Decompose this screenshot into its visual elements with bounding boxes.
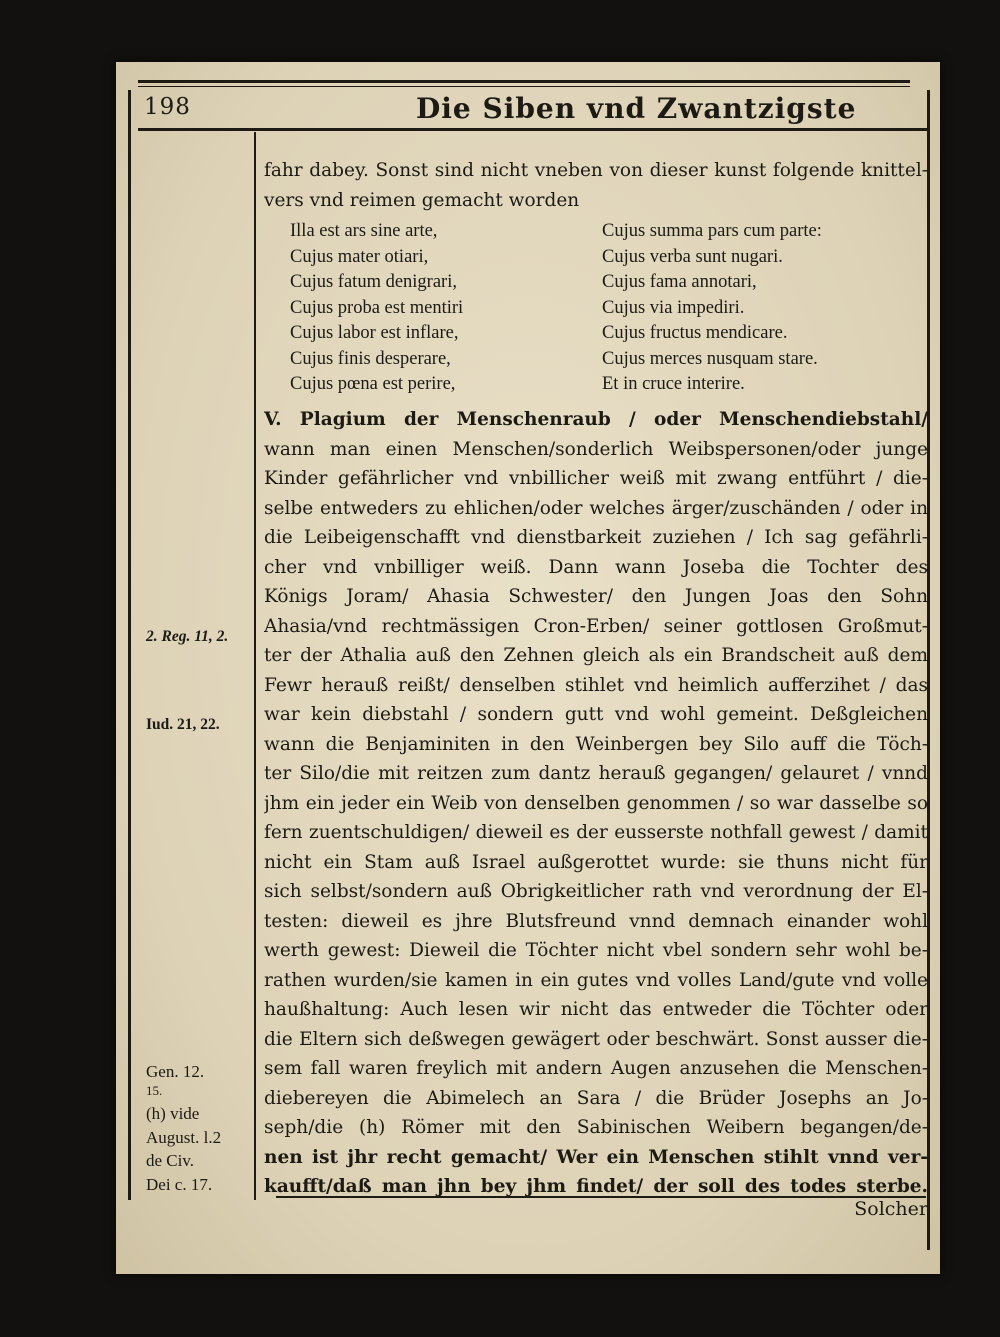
- margin-note-iud: Iud. 21, 22.: [146, 716, 220, 733]
- text-line: Kinder gefährlicher vnd vnbillicher weiß mit zwang entführt / die-: [264, 468, 928, 489]
- text-line: cher vnd vnbilliger weiß. Dann wann Joseba die Tochter des: [264, 556, 928, 578]
- verse-line: Et in cruce interire.: [602, 374, 745, 394]
- latin-verse: [264, 219, 928, 399]
- text-line: nen ist jhr recht gemacht/ Wer ein Menschen stihlt vnnd ver-: [264, 1146, 928, 1168]
- verse-line: Cujus proba est mentiri: [290, 297, 464, 318]
- verse-line: Cujus mater otiari,: [290, 246, 429, 267]
- text-line: sem fall waren freylich mit andern Augen anzusehen die Menschen-: [264, 1058, 928, 1079]
- page-number: 198: [144, 94, 191, 120]
- text-line: werth gewest: Dieweil die Töchter nicht vbel sondern sehr wohl be-: [264, 940, 928, 961]
- text-line: ter Silo/die mit reitzen zum dantz herauß gegangen/ gelauret / vnnd: [264, 763, 928, 784]
- text-line: diebereyen die Abimelech an Sara / die Brüder Josephs an Jo-: [264, 1087, 928, 1109]
- verse-column-left: [290, 219, 463, 398]
- text-line: war kein diebstahl / sondern gutt vnd wohl gemeint. Deßgleichen: [264, 704, 928, 725]
- text-line: die Leibeigenschafft vnd dienstbarkeit zuziehen / Ich sag gefährli-: [264, 527, 928, 548]
- text-line: ter der Athalia auß den Zehnen gleich als ein Brandscheit auß dem: [264, 645, 928, 666]
- margin-note-gen: Gen. 12. 15.: [146, 1062, 205, 1098]
- text-line: sich selbst/sondern auß Obrigkeitlicher rath vnd verordnung der El-: [264, 881, 928, 902]
- text-line: nicht ein Stam auß Israel außgerottet wurde: sie thuns nicht für: [264, 851, 928, 873]
- text-line: selbe entweders zu ehlichen/oder welches ärger/zuschänden / oder in: [264, 497, 928, 519]
- verse-line: Cujus merces nusquam stare.: [602, 348, 818, 369]
- verse-line: Cujus fatum denigrari,: [290, 272, 457, 292]
- margin-note-vide: (h) vide August. l.2 de Civ. Dei c. 17.: [146, 1104, 222, 1194]
- main-text-block: [264, 156, 928, 1202]
- text-line: wann man einen Menschen/sonderlich Weibspersonen/oder junge: [264, 438, 928, 460]
- verse-line: Cujus via impediri.: [602, 297, 745, 318]
- text-line: rathen wurden/sie kamen in ein gutes vnd volles Land/gute vnd volle: [264, 969, 928, 991]
- verse-line: Cujus summa pars cum parte:: [602, 221, 822, 241]
- text-line: Fewr herauß reißt/ denselben stihlet vnd heimlich aufferzihet / das: [264, 674, 928, 696]
- text-line: seph/die (h) Römer mit den Sabinischen Weibern begangen/de-: [264, 1117, 928, 1138]
- margin-note-reg: 2. Reg. 11, 2.: [146, 628, 229, 645]
- verse-line: Cujus fructus mendicare.: [602, 323, 788, 343]
- text-line: V. Plagium der Menschenraub / oder Menschendiebstahl/: [264, 409, 928, 430]
- text-line: Königs Joram/ Ahasia Schwester/ den Jungen Joas den Sohn: [264, 586, 928, 607]
- book-page: [116, 62, 940, 1274]
- verse-line: Cujus pœna est perire,: [290, 374, 456, 394]
- text-line: haußhaltung: Auch lesen wir nicht das entweder die Töchter oder: [264, 999, 928, 1020]
- text-line: kaufft/daß man jhn bey jhm findet/ der soll des todes sterbe.: [264, 1176, 928, 1197]
- text-line: fahr dabey. Sonst sind nicht vneben von dieser kunst folgende knittel-: [264, 160, 928, 181]
- verse-line: Illa est ars sine arte,: [290, 221, 438, 241]
- verse-line: Cujus labor est inflare,: [290, 323, 459, 343]
- text-line: fern zuentschuldigen/ dieweil es der eusserste nothfall gewest / damit: [264, 822, 928, 843]
- verse-column-right: [602, 219, 822, 398]
- text-line: vers vnd reimen gemacht worden: [264, 189, 580, 211]
- catchword: Solcher: [854, 1198, 928, 1220]
- text-line: Ahasia/vnd rechtmässigen Cron-Erben/ seiner gottlosen Großmut-: [264, 615, 928, 637]
- header-rule: [138, 128, 928, 131]
- margin-column: [116, 62, 256, 1274]
- text-line: jhm ein jeder ein Weib von denselben genommen / so war dasselbe so: [264, 792, 928, 814]
- verse-line: Cujus verba sunt nugari.: [602, 246, 783, 267]
- text-line: wann die Benjaminiten in den Weinbergen bey Silo auff die Töch-: [264, 733, 928, 755]
- verse-line: Cujus finis desperare,: [290, 348, 451, 369]
- text-line: die Eltern sich deßwegen gewägert oder beschwärt. Sonst ausser die-: [264, 1028, 928, 1050]
- verse-line: Cujus fama annotari,: [602, 272, 757, 292]
- text-line: testen: dieweil es jhre Blutsfreund vnnd demnach einander wohl: [264, 910, 928, 932]
- running-title: Die Siben vnd Zwantzigste: [416, 92, 857, 125]
